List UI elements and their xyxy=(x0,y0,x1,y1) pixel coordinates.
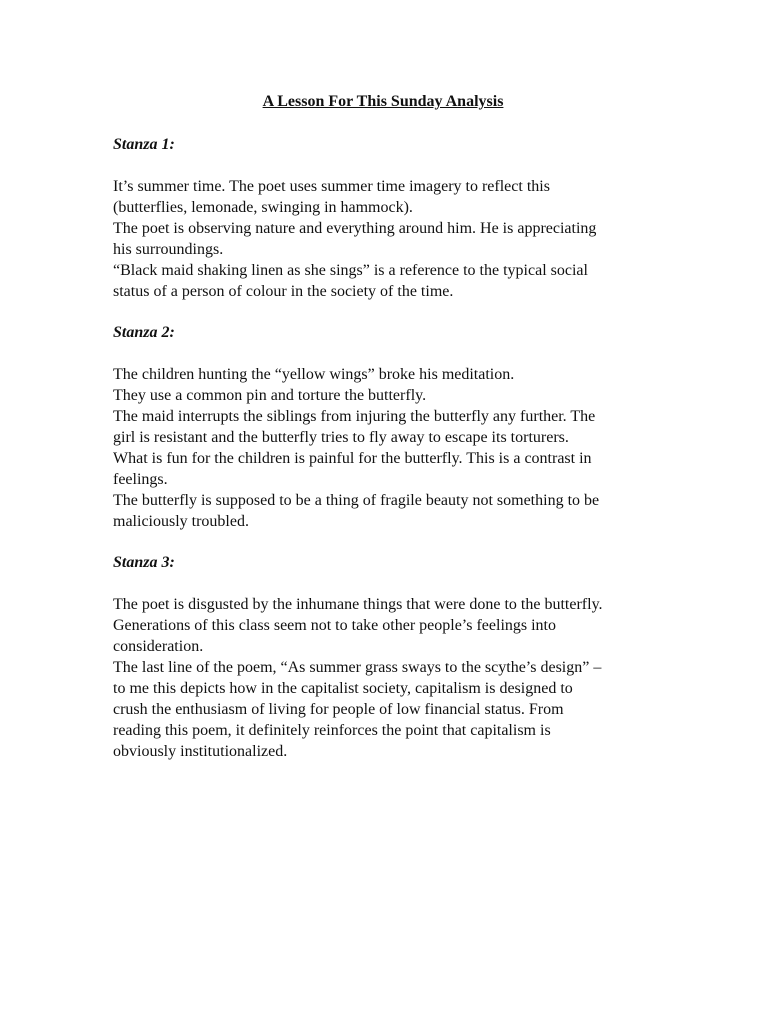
paragraph-line: obviously institutionalized. xyxy=(113,743,288,760)
stanza-3-section xyxy=(113,553,653,762)
paragraph-line: crush the enthusiasm of living for people of low financial status. From xyxy=(113,701,564,718)
paragraph-line: The last line of the poem, “As summer grass sways to the scythe’s design” – xyxy=(113,659,602,676)
paragraph-line: to me this depicts how in the capitalist society, capitalism is designed to xyxy=(113,680,573,697)
paragraph-line: The maid interrupts the siblings from injuring the butterfly any further. The xyxy=(113,408,596,425)
document-title: A Lesson For This Sunday Analysis xyxy=(262,93,504,110)
paragraph-line: “Black maid shaking linen as she sings” is a reference to the typical social xyxy=(113,262,588,279)
paragraph-line: They use a common pin and torture the butterfly. xyxy=(113,387,427,404)
stanza-heading: Stanza 1: xyxy=(113,136,175,153)
paragraph-line: (butterflies, lemonade, swinging in hammock). xyxy=(113,199,413,216)
paragraph-line: The poet is observing nature and everything around him. He is appreciating xyxy=(113,220,597,237)
paragraph-line: The poet is disgusted by the inhumane things that were done to the butterfly. xyxy=(113,596,603,613)
paragraph-line: his surroundings. xyxy=(113,241,224,258)
stanza-heading: Stanza 3: xyxy=(113,554,175,571)
paragraph-line: status of a person of colour in the society of the time. xyxy=(113,283,454,300)
stanza-2-section xyxy=(113,323,653,532)
paragraph-line: feelings. xyxy=(113,471,168,488)
paragraph-line: It’s summer time. The poet uses summer time imagery to reflect this xyxy=(113,178,550,195)
stanza-1-section xyxy=(113,135,653,302)
stanza-heading: Stanza 2: xyxy=(113,324,175,341)
paragraph-line: girl is resistant and the butterfly tries to fly away to escape its torturers. xyxy=(113,429,569,446)
paragraph-line: What is fun for the children is painful for the butterfly. This is a contrast in xyxy=(113,450,592,467)
paragraph-line: consideration. xyxy=(113,638,204,655)
paragraph-line: Generations of this class seem not to take other people’s feelings into xyxy=(113,617,556,634)
paragraph-line: The children hunting the “yellow wings” broke his meditation. xyxy=(113,366,515,383)
paragraph-line: maliciously troubled. xyxy=(113,513,249,530)
paragraph-line: reading this poem, it definitely reinforces the point that capitalism is xyxy=(113,722,551,739)
document-page xyxy=(113,92,653,783)
paragraph-line: The butterfly is supposed to be a thing of fragile beauty not something to be xyxy=(113,492,600,509)
